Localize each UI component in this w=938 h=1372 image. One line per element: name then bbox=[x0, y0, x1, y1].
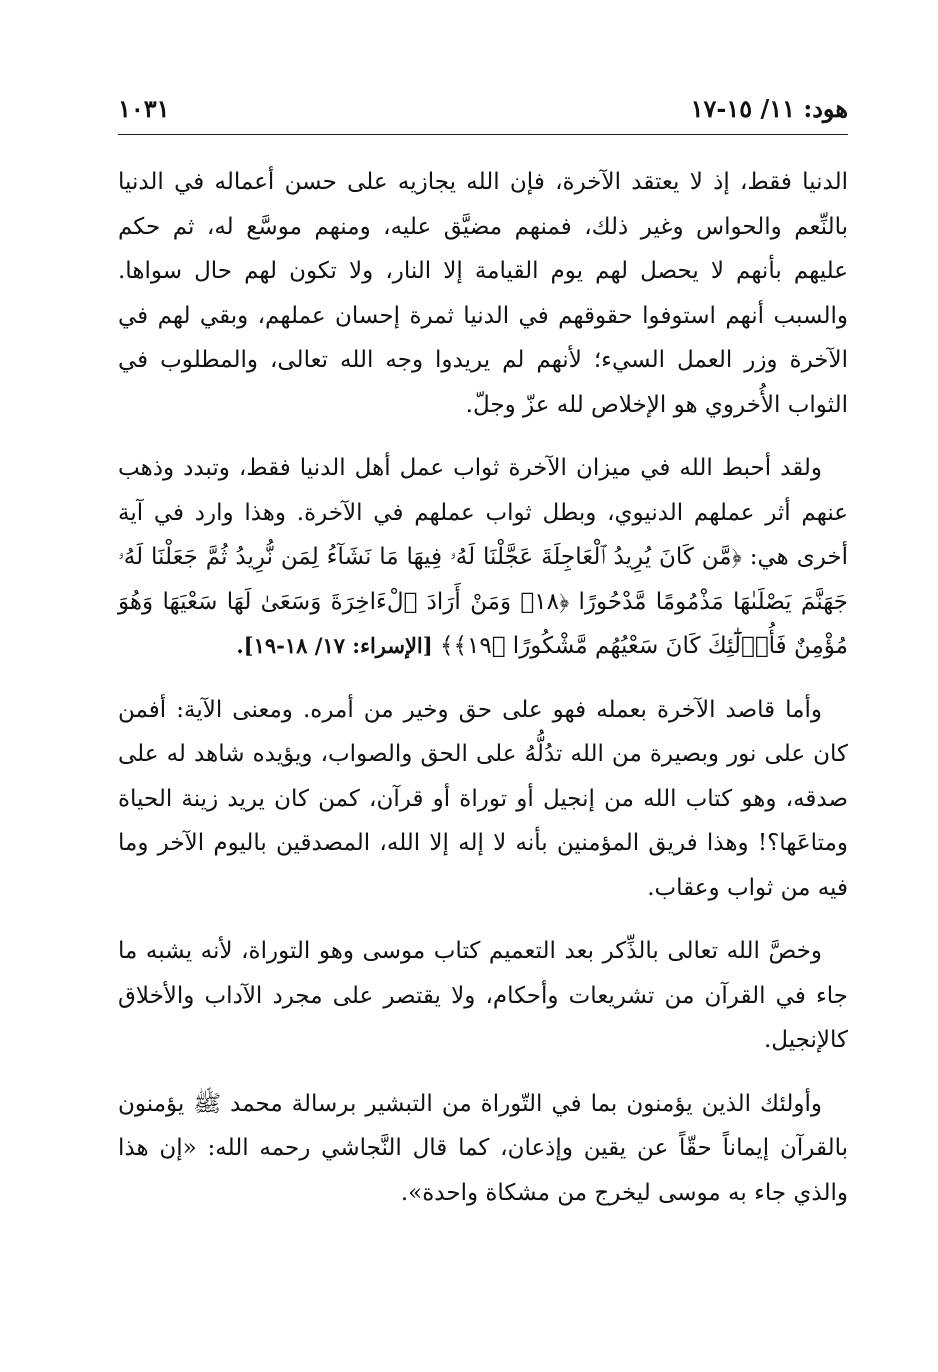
quran-verse-reference: [الإسراء: ١٧/ ١٨-١٩]. bbox=[236, 633, 433, 658]
quran-verse: ﴿مَّن كَانَ يُرِيدُ ٱلْعَاجِلَةَ عَجَّلْنَا لَهُۥ فِيهَا مَا نَشَآءُ لِمَن نُّرِيدُ ثُمَّ جَعَلْنَا لَهُۥ جَهَنَّمَ يَصْلَىٰهَا مَذْمُومًا مَّدْحُورًا ﴿١٨﴾ وَمَنْ أَرَادَ ٱلْءَاخِرَةَ وَسَعَىٰ لَهَا سَعْيَهَا وَهُوَ مُؤْمِنٌ فَأُو۟لَٰٓئِكَ كَانَ سَعْيُهُم مَّشْكُورًا ﴿١٩﴾﴾ bbox=[118, 544, 848, 659]
paragraph-3: وأما قاصد الآخرة بعمله فهو على حق وخير من أمره. ومعنى الآية: أفمن كان على نور وبصيرة من الله تدُلُّهُ على الحق والصواب، ويؤيده شاهد له على صدقه، وهو كتاب الله من إنجيل أو توراة أو قرآن، كمن كان يريد زينة الحياة ومتاعَها؟! وهذا فريق المؤمنين بأنه لا إله إلا الله، المصدقين باليوم الآخر وما فيه من ثواب وعقاب. bbox=[118, 696, 848, 901]
paragraph-5: وأولئك الذين يؤمنون بما في التّوراة من التبشير برسالة محمد ﷺ يؤمنون بالقرآن إيماناً حقّاً عن يقين وإذعان، كما قال النَّجاشي رحمه الله: «إن هذا والذي جاء به موسى ليخرج من مشكاة واحدة». bbox=[118, 1090, 848, 1206]
page-body bbox=[118, 160, 848, 1234]
paragraph-1: الدنيا فقط، إذ لا يعتقد الآخرة، فإن الله يجازيه على حسن أعماله في الدنيا بالنِّعم والحواس وغير ذلك، فمنهم مضيَّق عليه، ومنهم موسَّع له، ثم حكم عليهم بأنهم لا يحصل لهم يوم القيامة إلا النار، ولا تكون لهم حال سواها. والسبب أنهم استوفوا حقوقهم في الدنيا ثمرة إحسان عملهم، وبقي لهم في الآخرة وزر العمل السيء؛ لأنهم لم يريدوا وجه الله تعالى، والمطلوب في الثواب الأُخروي هو الإخلاص لله عزّ وجلّ. bbox=[118, 169, 848, 418]
paragraph-2 bbox=[118, 446, 848, 669]
paragraph-2-text: ولقد أحبط الله في ميزان الآخرة ثواب عمل أهل الدنيا فقط، وتبدد وذهب عنهم أثر عملهم الدنيوي، وبطل ثواب عملهم في الآخرة. وهذا وارد في آية أخرى هي: bbox=[118, 455, 849, 570]
page-header bbox=[118, 88, 848, 128]
sura-reference: هود: ١١/ ١٥-١٧ bbox=[690, 94, 848, 123]
page-number: ١٠٣١ bbox=[118, 94, 170, 123]
header-divider bbox=[118, 134, 848, 135]
paragraph-4: وخصَّ الله تعالى بالذِّكر بعد التعميم كتاب موسى وهو التوراة، لأنه يشبه ما جاء في القرآن من تشريعات وأحكام، ولا يقتصر على مجرد الآداب والأخلاق كالإنجيل. bbox=[118, 938, 848, 1053]
